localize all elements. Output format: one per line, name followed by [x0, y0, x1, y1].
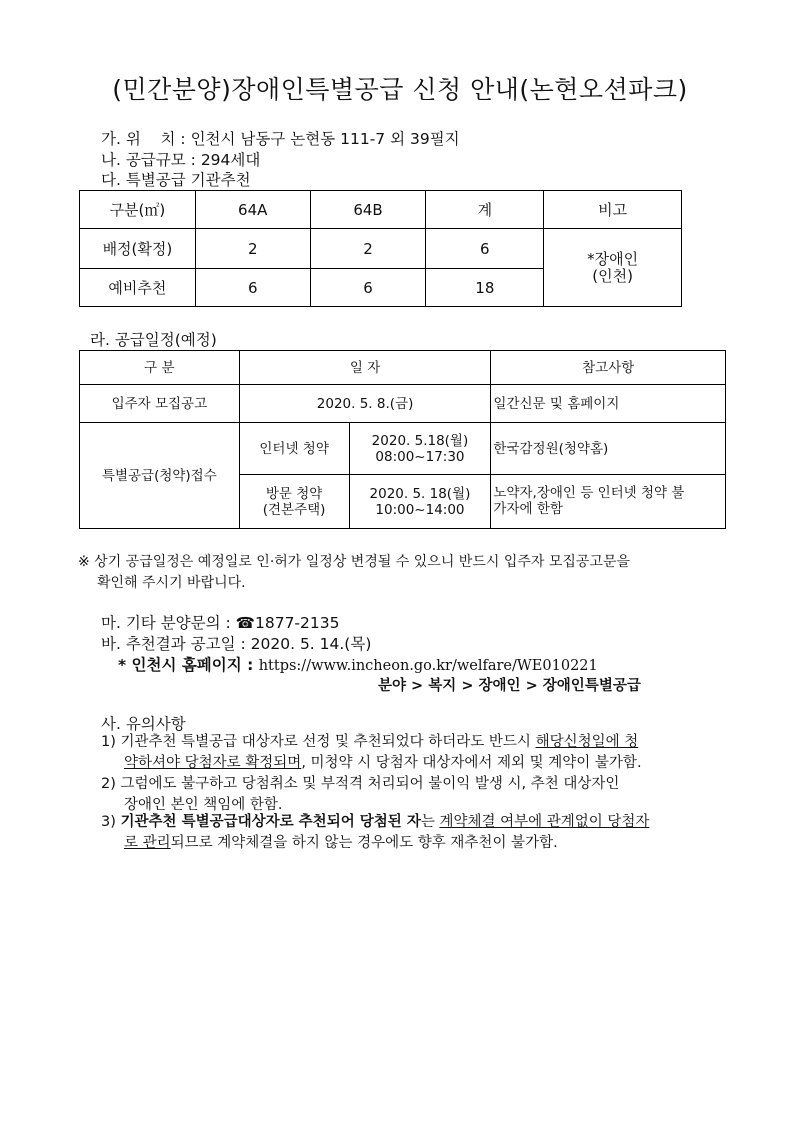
remark-cell: [544, 229, 682, 307]
method-cell: [239, 475, 349, 529]
date-line: 2020. 5.18(월): [371, 432, 469, 449]
note-1-line-2: [124, 752, 642, 774]
date-cell: [349, 475, 491, 529]
scale-label: 나. 공급규모: [101, 151, 186, 169]
homepage-breadcrumb: 분야 > 복지 > 장애인 > 장애인특별공급: [378, 678, 641, 694]
location-label: 가. 위 치: [101, 130, 176, 148]
result-date-line: 바. 추천결과 공고일 : 2020. 5. 14.(목): [101, 635, 372, 653]
note-text: , 미청약 시 당첨자 대상자에서 제외 및 계약이 불가함.: [301, 755, 642, 771]
location-line: [101, 127, 460, 149]
homepage-line: [118, 653, 598, 675]
note-1-line-1: [101, 731, 638, 753]
remark-line: (인천): [592, 266, 633, 285]
table-header-row: [80, 351, 726, 385]
note-2-line-1: 2) 그럼에도 불구하고 당첨취소 및 부적격 처리되어 불이익 발생 시, 추천 대상자인: [101, 776, 620, 792]
row-label: 특별공급(청약)접수: [80, 423, 240, 529]
row-label: 배정(확정): [80, 229, 196, 269]
scale-value: : 294세대: [190, 151, 261, 169]
method-line: (견본주택): [262, 501, 326, 518]
table-cell: 2: [310, 229, 426, 269]
page-title: (민간분양)장애인특별공급 신청 안내(논현오션파크): [112, 75, 688, 104]
note-text: 1) 기관추천 특별공급 대상자로 선정 및 추천되었다 하더라도 반드시: [101, 734, 536, 750]
note-text: 되므로 계약체결을 하지 않는 경우에도 향후 재추천이 불가함.: [170, 835, 558, 851]
ref-line: 가자에 한함: [493, 501, 563, 517]
ref-cell: 한국감정원(청약홈): [491, 423, 726, 475]
remark-line: *장애인: [587, 249, 639, 268]
note-3-line-1: [101, 811, 649, 833]
table-header-row: [80, 191, 682, 229]
table-cell: 6: [310, 269, 426, 307]
note-text: 3): [101, 814, 121, 830]
header-cell: 64A: [195, 191, 310, 229]
table-row: [80, 385, 726, 423]
schedule-table: [79, 350, 726, 529]
header-cell: 64B: [310, 191, 426, 229]
note-2-line-2: 장애인 본인 책임에 한함.: [124, 797, 283, 813]
homepage-label: * 인천시 홈페이지 :: [118, 656, 259, 674]
table-row: [80, 423, 726, 475]
section-ra-heading: 라. 공급일정(예정): [90, 331, 217, 349]
table-row: [80, 229, 682, 269]
notes-heading: 사. 유의사항: [101, 715, 186, 733]
allocation-table: [79, 190, 682, 307]
header-cell: 구분(㎡): [80, 191, 196, 229]
note-underlined: 해당신청일에 청: [535, 734, 639, 750]
note-underlined: 계약체결 여부에 관계없이 당첨자: [439, 814, 650, 830]
table-cell: 2: [195, 229, 310, 269]
header-cell: 비고: [544, 191, 682, 229]
row-label: 입주자 모집공고: [80, 385, 240, 423]
note-3-line-2: [124, 832, 558, 854]
phone-number: ☎1877-2135: [235, 614, 340, 632]
table-cell: 18: [426, 269, 544, 307]
date-cell: 2020. 5. 8.(금): [239, 385, 491, 423]
date-cell: [349, 423, 491, 475]
location-value: : 인천시 남동구 논현동 111-7 외 39필지: [180, 130, 460, 148]
disclaimer-line-1: ※ 상기 공급일정은 예정일로 인·허가 일정상 변경될 수 있으니 반드시 입주자 모집공고문을: [78, 554, 630, 570]
contact-label: 마. 기타 분양문의 :: [101, 614, 236, 632]
time-line: 08:00~17:30: [375, 448, 465, 465]
disclaimer-line-2: 확인해 주시기 바랍니다.: [97, 575, 246, 591]
note-bold: 기관추천 특별공급대상자로 추천되어 당첨된 자: [120, 814, 421, 830]
header-cell: 일 자: [239, 351, 491, 385]
row-label: 예비추천: [80, 269, 196, 307]
ref-line: 노약자,장애인 등 인터넷 청약 불: [493, 485, 685, 501]
method-line: 방문 청약: [265, 485, 323, 502]
table-cell: 6: [426, 229, 544, 269]
header-cell: 구 분: [80, 351, 240, 385]
section-da-heading: 다. 특별공급 기관추천: [101, 171, 251, 189]
note-underlined: 약하셔야 당첨자로 확정되며: [124, 755, 302, 771]
note-text: 는: [420, 814, 440, 830]
header-cell: 계: [426, 191, 544, 229]
table-cell: 6: [195, 269, 310, 307]
homepage-url[interactable]: https://www.incheon.go.kr/welfare/WE010221: [258, 658, 598, 674]
method-cell: 인터넷 청약: [239, 423, 349, 475]
scale-line: [101, 148, 260, 170]
ref-cell: 일간신문 및 홈페이지: [491, 385, 726, 423]
header-cell: 참고사항: [491, 351, 726, 385]
date-line: 2020. 5. 18(월): [369, 485, 471, 502]
ref-cell: [491, 475, 726, 529]
contact-line: [101, 611, 339, 633]
time-line: 10:00~14:00: [375, 501, 465, 518]
note-underlined: 로 관리: [124, 835, 171, 851]
